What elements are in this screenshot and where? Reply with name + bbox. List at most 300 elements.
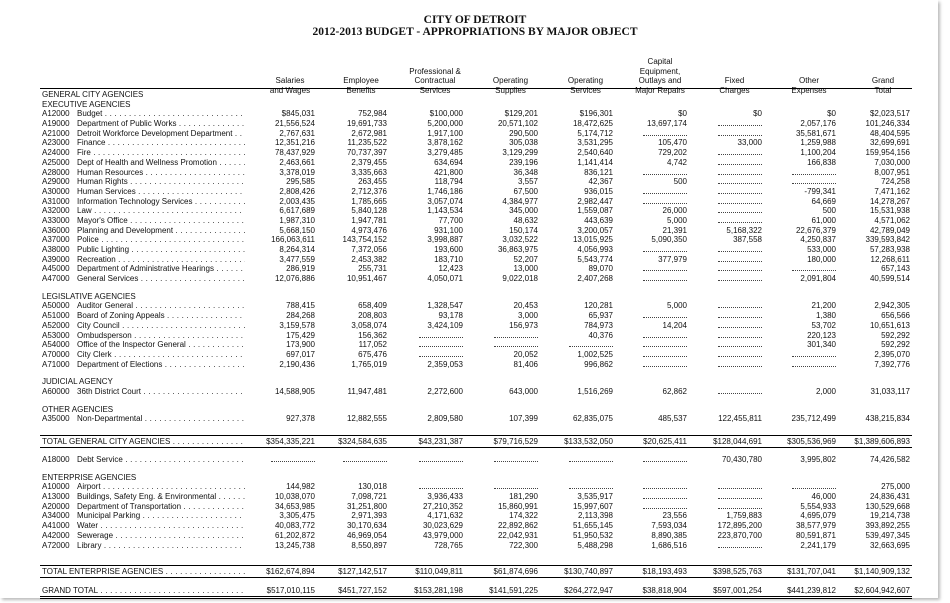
amount-cell xyxy=(687,321,762,331)
column-header-line: Salaries xyxy=(275,76,305,86)
amount-cell: 40,083,772 xyxy=(274,521,315,531)
blank-amount-line xyxy=(792,360,836,367)
blank-amount-line xyxy=(718,311,762,318)
table-row xyxy=(42,455,910,465)
table-row xyxy=(42,168,910,178)
amount-cell: 2,809,580 xyxy=(427,414,463,424)
amount-cell: 74,426,582 xyxy=(869,455,910,464)
amount-cell: 4,250,837 xyxy=(800,235,836,245)
amount-cell: 539,497,345 xyxy=(865,530,910,540)
amount-cell: 36,863,975 xyxy=(497,245,538,254)
amount-cell: 729,202 xyxy=(658,148,687,158)
table-row xyxy=(42,482,910,492)
agency-name: Buildings, Safety Eng. & Environmental . . . xyxy=(77,492,245,502)
amount-cell: $398,525,763 xyxy=(713,567,762,577)
blank-amount-line xyxy=(643,274,687,281)
blank-amount-line xyxy=(792,482,836,489)
amount-cell: 61,000 xyxy=(811,215,836,225)
blank-amount-line xyxy=(643,187,687,194)
amount-cell: 2,395,070 xyxy=(874,349,910,359)
amount-cell xyxy=(762,360,836,370)
amount-cell: 2,971,393 xyxy=(351,511,387,521)
amount-cell: 1,917,100 xyxy=(427,128,463,138)
amount-cell xyxy=(613,129,687,139)
document-subtitle: 2012-2013 BUDGET - APPROPRIATIONS BY MAJOR OBJECT xyxy=(312,26,638,38)
blank-amount-line xyxy=(643,360,687,367)
amount-cell: 1,765,019 xyxy=(351,359,387,369)
column-header-line: Other xyxy=(798,76,819,86)
amount-cell: 32,663,695 xyxy=(869,540,910,550)
agency-name: Auditor General . . . xyxy=(77,301,245,311)
table-row xyxy=(42,340,910,350)
amount-cell xyxy=(687,129,762,139)
agency-code: A42000 xyxy=(42,530,70,540)
amount-cell: 8,550,897 xyxy=(351,540,387,550)
blank-amount-line xyxy=(569,482,613,489)
amount-cell xyxy=(687,340,762,350)
amount-cell: 10,038,070 xyxy=(274,492,315,502)
amount-cell: 1,785,665 xyxy=(351,196,387,206)
amount-cell: $100,000 xyxy=(429,109,463,119)
agency-name: Department of Public Works . . . xyxy=(77,119,245,129)
table-row xyxy=(42,311,910,321)
amount-cell xyxy=(687,274,762,284)
amount-cell: $2,604,942,607 xyxy=(854,586,910,596)
amount-cell: 40,376 xyxy=(588,330,613,340)
column-header-line: and Wages xyxy=(269,85,311,95)
amount-cell: 156,973 xyxy=(509,320,538,330)
table-row xyxy=(42,274,910,284)
amount-cell xyxy=(538,455,613,465)
agency-name: Sewerage . . . xyxy=(77,531,245,541)
amount-cell xyxy=(613,187,687,197)
amount-cell: 5,000 xyxy=(666,301,687,311)
amount-cell: 1,559,087 xyxy=(577,206,613,216)
amount-cell: 51,655,145 xyxy=(572,521,613,531)
amount-cell: 9,022,018 xyxy=(502,274,538,284)
amount-cell xyxy=(387,455,463,465)
amount-cell: 784,973 xyxy=(584,320,613,330)
agency-name: Recreation . . . xyxy=(77,255,245,265)
table-row xyxy=(42,245,910,255)
amount-cell: 3,058,074 xyxy=(351,320,387,330)
section-header xyxy=(42,473,910,483)
table-row xyxy=(42,360,910,370)
amount-cell: 64,669 xyxy=(811,196,836,206)
amount-cell: 12,268,611 xyxy=(870,254,910,264)
amount-cell xyxy=(613,274,687,284)
amount-cell: 3,878,162 xyxy=(427,138,463,148)
agency-name: Human Services . . . xyxy=(77,187,245,197)
amount-cell: 33,000 xyxy=(737,138,762,148)
document-title: CITY OF DETROIT xyxy=(423,14,527,26)
amount-cell: 3,000 xyxy=(517,311,538,321)
amount-cell: 48,632 xyxy=(513,215,538,225)
amount-cell: 4,695,079 xyxy=(800,511,836,521)
agency-name: Department of Administrative Hearings . . . xyxy=(77,264,245,274)
amount-cell: 788,415 xyxy=(286,301,315,311)
amount-cell: 13,000 xyxy=(513,264,538,274)
amount-cell xyxy=(687,197,762,207)
table-row xyxy=(42,492,910,502)
amount-cell: 3,032,522 xyxy=(502,235,538,245)
amount-cell: 656,566 xyxy=(881,311,910,321)
amount-cell: 10,951,467 xyxy=(346,274,387,284)
amount-cell: 3,129,299 xyxy=(502,148,538,158)
amount-cell xyxy=(687,245,762,255)
amount-cell xyxy=(315,455,387,465)
amount-cell: 15,997,607 xyxy=(572,501,613,511)
amount-cell xyxy=(613,331,687,341)
table-row xyxy=(42,264,910,274)
blank-amount-line xyxy=(718,274,762,281)
amount-cell xyxy=(687,187,762,197)
amount-cell: 301,340 xyxy=(807,340,836,350)
amount-cell: 4,050,071 xyxy=(427,274,463,284)
amount-cell xyxy=(762,482,836,492)
amount-cell: 658,409 xyxy=(358,301,387,311)
column-header-line: Grand xyxy=(871,76,895,86)
amount-cell: 3,057,074 xyxy=(427,196,463,206)
amount-cell: $845,031 xyxy=(281,109,315,119)
amount-cell: 42,789,049 xyxy=(869,225,910,235)
amount-cell: 657,143 xyxy=(881,264,910,274)
agency-code: A12000 xyxy=(42,109,70,119)
amount-cell: 931,100 xyxy=(434,225,463,235)
amount-cell: 4,742 xyxy=(666,157,687,167)
amount-cell: 43,979,000 xyxy=(422,530,463,540)
total-row xyxy=(40,435,912,448)
amount-cell: 485,537 xyxy=(658,414,687,424)
amount-cell: 11,235,522 xyxy=(347,138,387,148)
amount-cell: 12,882,555 xyxy=(346,414,387,424)
section-label: ENTERPRISE AGENCIES xyxy=(42,472,137,482)
amount-cell: 5,543,774 xyxy=(577,254,613,264)
amount-cell: 2,091,804 xyxy=(800,274,836,284)
blank-amount-line xyxy=(718,350,762,357)
agency-code: A54000 xyxy=(42,340,70,350)
amount-cell: 15,531,938 xyxy=(869,206,910,216)
amount-cell xyxy=(387,350,463,360)
amount-cell: 724,258 xyxy=(881,177,910,187)
amount-cell: 80,591,871 xyxy=(795,530,836,540)
table-row xyxy=(42,331,910,341)
amount-cell: $305,536,969 xyxy=(787,437,836,446)
amount-cell: 1,100,204 xyxy=(800,148,836,158)
agency-name: Department of Elections . . . xyxy=(77,360,245,370)
amount-cell xyxy=(613,264,687,274)
blank-amount-line xyxy=(643,502,687,509)
amount-cell: 284,268 xyxy=(286,311,315,321)
amount-cell: 752,984 xyxy=(358,109,387,119)
amount-cell: 500 xyxy=(673,177,687,187)
blank-amount-line xyxy=(494,340,538,347)
amount-cell: $20,625,411 xyxy=(643,437,687,446)
amount-cell xyxy=(762,177,836,187)
blank-amount-line xyxy=(419,482,463,489)
amount-cell xyxy=(613,455,687,465)
amount-cell: 107,399 xyxy=(509,414,538,424)
amount-cell: 239,196 xyxy=(509,157,538,167)
amount-cell: 173,900 xyxy=(286,340,315,350)
amount-cell: 3,200,057 xyxy=(577,225,613,235)
amount-cell: 61,202,872 xyxy=(274,530,315,540)
amount-cell: 223,870,700 xyxy=(717,530,762,540)
agency-code: A45000 xyxy=(42,264,70,274)
amount-cell: 13,015,925 xyxy=(572,235,613,245)
amount-cell: 3,335,663 xyxy=(351,167,387,177)
agency-code: A23000 xyxy=(42,138,70,148)
blank-amount-line xyxy=(643,340,687,347)
amount-cell: 52,207 xyxy=(513,254,538,264)
amount-cell: 592,292 xyxy=(881,330,910,340)
section-header xyxy=(42,90,910,100)
amount-cell: 2,057,176 xyxy=(800,119,836,129)
amount-cell: 3,531,295 xyxy=(577,138,613,148)
agency-code: A31000 xyxy=(42,196,70,206)
agency-code: A72000 xyxy=(42,540,70,550)
amount-cell: 70,737,397 xyxy=(346,148,387,158)
column-header-line: Operating xyxy=(492,76,529,86)
blank-amount-line xyxy=(343,455,387,462)
amount-cell: 8,890,385 xyxy=(651,530,687,540)
amount-cell: $153,281,198 xyxy=(414,586,463,596)
blank-amount-line xyxy=(718,177,762,184)
amount-cell: 2,000 xyxy=(815,386,836,396)
header-divider xyxy=(40,88,912,89)
amount-cell: 1,141,414 xyxy=(577,157,613,167)
amount-cell: 62,835,075 xyxy=(572,414,613,424)
amount-cell: 2,113,398 xyxy=(578,511,613,521)
agency-code: A33000 xyxy=(42,215,70,225)
section-label: OTHER AGENCIES xyxy=(42,404,114,414)
amount-cell: 12,423 xyxy=(438,264,463,274)
section-header xyxy=(42,100,910,110)
appropriations-table xyxy=(42,90,910,599)
amount-cell: 3,279,485 xyxy=(427,148,463,158)
amount-cell: 1,987,310 xyxy=(279,215,315,225)
amount-cell xyxy=(613,197,687,207)
amount-cell xyxy=(687,331,762,341)
blank-amount-line xyxy=(792,264,836,271)
blank-amount-line xyxy=(718,492,762,499)
table-row xyxy=(42,350,910,360)
amount-cell: 22,676,379 xyxy=(795,225,836,235)
amount-cell: 174,322 xyxy=(509,511,538,521)
blank-amount-line xyxy=(718,158,762,165)
amount-cell: 4,384,977 xyxy=(502,196,538,206)
amount-cell: 81,406 xyxy=(513,359,538,369)
agency-code: A53000 xyxy=(42,330,70,340)
amount-cell: $0 xyxy=(827,109,836,119)
agency-code: A51000 xyxy=(42,311,70,321)
amount-cell: 23,556 xyxy=(662,511,687,521)
section-label: LEGISLATIVE AGENCIES xyxy=(42,291,136,301)
amount-cell: 295,585 xyxy=(286,177,315,187)
blank-amount-line xyxy=(718,245,762,252)
amount-cell: 62,862 xyxy=(662,386,687,396)
amount-cell: $130,740,897 xyxy=(564,567,613,577)
agency-name: Airport . . . xyxy=(77,482,245,492)
amount-cell: $61,874,696 xyxy=(493,567,538,577)
table-row xyxy=(42,301,910,311)
blank-amount-line xyxy=(718,187,762,194)
amount-cell xyxy=(463,455,538,465)
amount-cell: $517,010,115 xyxy=(266,586,315,596)
amount-cell: 172,895,200 xyxy=(717,521,762,531)
amount-cell: 377,979 xyxy=(658,254,687,264)
agency-code: A10000 xyxy=(42,482,70,492)
amount-cell xyxy=(463,340,538,350)
amount-cell: 7,471,162 xyxy=(874,186,910,196)
amount-cell: 15,860,991 xyxy=(497,501,538,511)
amount-cell: 31,033,117 xyxy=(870,386,910,396)
amount-cell: $127,142,517 xyxy=(338,567,387,577)
amount-cell: 5,488,298 xyxy=(577,540,613,550)
amount-cell xyxy=(687,119,762,129)
amount-cell: $451,727,152 xyxy=(338,586,387,596)
amount-cell: 3,557 xyxy=(517,177,538,187)
agency-code: A50000 xyxy=(42,301,70,311)
amount-cell: 339,593,842 xyxy=(865,235,910,245)
blank-amount-line xyxy=(643,482,687,489)
amount-cell: 7,098,721 xyxy=(351,492,387,502)
grand-total-row xyxy=(40,585,912,599)
amount-cell: 27,210,352 xyxy=(422,501,463,511)
blank-amount-line xyxy=(494,455,538,462)
amount-cell: $441,239,812 xyxy=(787,586,836,596)
blank-amount-line xyxy=(718,321,762,328)
group-label: GENERAL CITY AGENCIES xyxy=(42,90,144,99)
amount-cell: 1,380 xyxy=(815,311,836,321)
amount-cell xyxy=(687,158,762,168)
table-row xyxy=(42,321,910,331)
amount-cell: 150,174 xyxy=(509,225,538,235)
column-header-line: Operating xyxy=(567,76,604,86)
amount-cell: 4,571,062 xyxy=(874,215,910,225)
agency-code: A36000 xyxy=(42,225,70,235)
agency-name: Information Technology Services . . . xyxy=(77,197,245,207)
agency-code: A24000 xyxy=(42,148,70,158)
table-row xyxy=(42,502,910,512)
amount-cell: 38,577,979 xyxy=(795,521,836,531)
amount-cell: 2,767,631 xyxy=(279,128,315,138)
agency-name: Public Lighting . . . xyxy=(77,245,245,255)
blank-amount-line xyxy=(718,301,762,308)
amount-cell: 77,700 xyxy=(438,215,463,225)
amount-cell: 21,391 xyxy=(662,225,687,235)
amount-cell: $597,001,254 xyxy=(713,586,762,596)
amount-cell xyxy=(687,350,762,360)
amount-cell: 42,367 xyxy=(588,177,613,187)
blank-amount-line xyxy=(718,340,762,347)
amount-cell: 2,003,435 xyxy=(279,196,315,206)
amount-cell: 1,143,534 xyxy=(427,206,463,216)
amount-cell: 2,808,426 xyxy=(279,186,315,196)
blank-amount-line xyxy=(718,148,762,155)
amount-cell: 3,159,578 xyxy=(279,320,315,330)
amount-cell xyxy=(463,331,538,341)
amount-cell: 5,090,350 xyxy=(651,235,687,245)
amount-cell: 421,800 xyxy=(434,167,463,177)
blank-amount-line xyxy=(718,129,762,136)
amount-cell: 22,042,931 xyxy=(497,530,538,540)
blank-amount-line xyxy=(718,168,762,175)
amount-cell xyxy=(687,177,762,187)
amount-cell: 53,702 xyxy=(811,320,836,330)
amount-cell: 5,168,322 xyxy=(726,225,762,235)
amount-cell: 3,998,887 xyxy=(427,235,463,245)
blank-amount-line xyxy=(643,311,687,318)
blank-amount-line xyxy=(718,482,762,489)
amount-cell: 159,954,156 xyxy=(865,148,910,158)
amount-cell: 2,241,179 xyxy=(800,540,836,550)
amount-cell: 12,076,886 xyxy=(274,274,315,284)
column-header-line: Total xyxy=(874,85,892,95)
amount-cell: 2,540,640 xyxy=(577,148,613,158)
amount-cell: 3,936,433 xyxy=(427,492,463,502)
amount-cell: 120,281 xyxy=(584,301,613,311)
amount-cell xyxy=(538,482,613,492)
amount-cell xyxy=(687,360,762,370)
blank-amount-line xyxy=(643,245,687,252)
amount-cell: 30,170,634 xyxy=(346,521,387,531)
agency-code: A34000 xyxy=(42,511,70,521)
column-header-line: Fixed xyxy=(724,76,745,86)
amount-cell xyxy=(463,482,538,492)
blank-amount-line xyxy=(718,216,762,223)
agency-name: 36th District Court . . . xyxy=(77,387,245,397)
agency-name: City Clerk . . . xyxy=(77,350,245,360)
amount-cell: $196,301 xyxy=(579,109,613,119)
amount-cell: 166,063,611 xyxy=(271,235,315,245)
blank-amount-line xyxy=(718,387,762,394)
amount-cell xyxy=(687,206,762,216)
amount-cell: 3,305,475 xyxy=(279,511,315,521)
table-row xyxy=(42,541,910,551)
amount-cell: $264,272,947 xyxy=(564,586,613,596)
blank-amount-line xyxy=(643,350,687,357)
amount-cell: 40,599,514 xyxy=(869,274,910,284)
table-row xyxy=(42,158,910,168)
amount-cell xyxy=(387,482,463,492)
amount-cell xyxy=(613,168,687,178)
amount-cell: 93,178 xyxy=(438,311,463,321)
blank-amount-line xyxy=(792,350,836,357)
amount-cell: 208,803 xyxy=(358,311,387,321)
amount-cell: 48,404,595 xyxy=(869,128,910,138)
amount-cell xyxy=(687,482,762,492)
blank-amount-line xyxy=(718,255,762,262)
amount-cell xyxy=(687,148,762,158)
amount-cell: 3,424,109 xyxy=(427,320,463,330)
table-row xyxy=(42,521,910,531)
amount-cell: $0 xyxy=(678,109,687,119)
amount-cell: 8,264,314 xyxy=(279,245,315,254)
agency-name: Dept of Health and Wellness Promotion . . . xyxy=(77,158,245,168)
amount-cell: 1,746,186 xyxy=(427,186,463,196)
amount-cell: 1,259,988 xyxy=(800,138,836,148)
agency-name: Finance . . . xyxy=(77,138,245,148)
amount-cell xyxy=(613,245,687,255)
amount-cell: 20,453 xyxy=(513,301,538,311)
amount-cell: 67,500 xyxy=(513,186,538,196)
amount-cell: 21,200 xyxy=(811,301,836,311)
table-row xyxy=(42,511,910,521)
amount-cell: 156,362 xyxy=(358,330,387,340)
blank-amount-line xyxy=(494,331,538,338)
amount-cell: 65,937 xyxy=(588,311,613,321)
